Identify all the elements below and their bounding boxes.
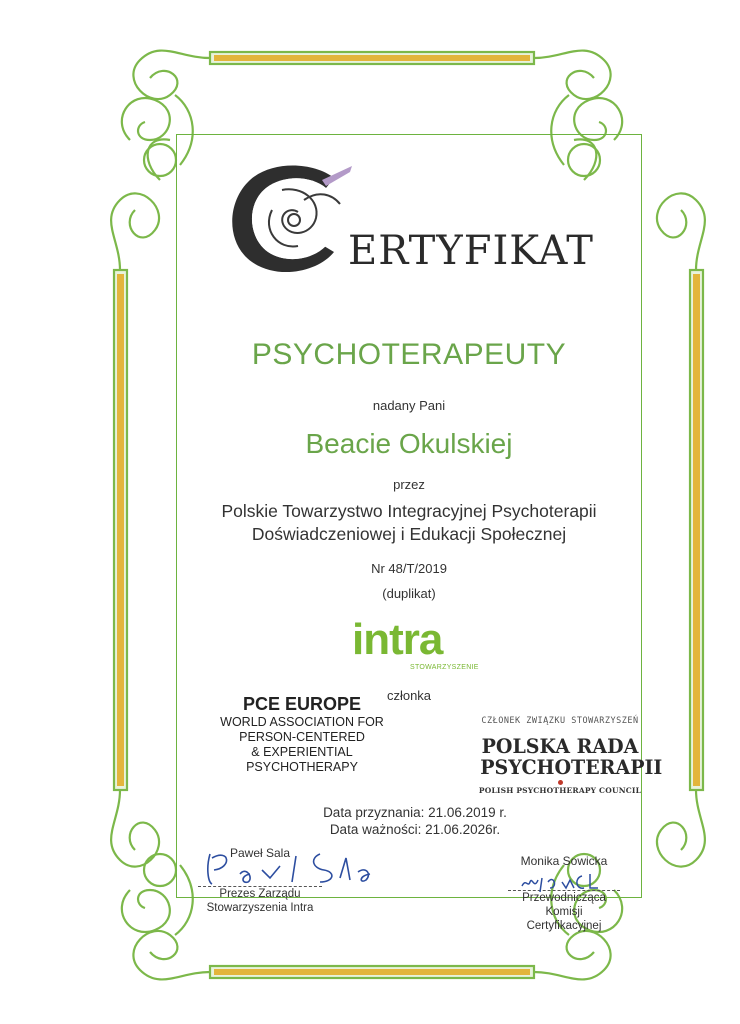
right-signer-role-1: Przewodnicząca (522, 892, 606, 904)
dates-block (300, 804, 530, 838)
intra-logo-subtitle: STOWARZYSZENIE (410, 664, 479, 671)
left-signature-block (198, 846, 322, 915)
issuer-line-1: Polskie Towarzystwo Integracyjnej Psychoterapii (221, 501, 597, 521)
right-signature-block (508, 854, 620, 933)
pce-line-3: & EXPERIENTIAL PSYCHOTHERAPY (246, 745, 358, 774)
recipient-name: Beacie Okulskiej (305, 428, 513, 459)
prp-main-line-1: POLSKA RADA (481, 734, 639, 758)
intra-logo (352, 615, 482, 674)
certificate-number: Nr 48/T/2019 (371, 561, 447, 576)
certificate-title: ERTYFIKAT (348, 228, 594, 274)
pce-line-1: WORLD ASSOCIATION FOR (220, 715, 384, 729)
right-handwritten-signature (518, 868, 608, 894)
member-label: członka (386, 688, 432, 703)
duplicate-note: (duplikat) (382, 586, 436, 601)
prp-top-text: CZŁONEK ZWIĄZKU STOWARZYSZEŃ (481, 716, 639, 726)
pce-line-2: PERSON-CENTERED (239, 730, 365, 744)
right-signer-name: Monika Sowicka (520, 854, 608, 868)
issuer-line-2: Doświadczeniowej i Edukacji Społecznej (251, 524, 567, 544)
left-signer-role-1: Prezes Zarządu (219, 888, 301, 900)
prp-bottom-text: POLISH PSYCHOTHERAPY COUNCIL (478, 786, 642, 795)
pce-europe-logo (198, 694, 406, 775)
pce-title: PCE EUROPE (242, 694, 362, 714)
right-signer-role-2: Komisji Certyfikacyjnej (526, 906, 602, 932)
ornate-initial-c-icon (222, 160, 356, 276)
left-handwritten-signature (200, 848, 380, 888)
date-valid: Data ważności: 21.06.2026r. (329, 822, 501, 837)
polska-rada-logo (476, 716, 663, 795)
red-dot-icon (558, 780, 563, 785)
left-signer-name: Paweł Sala (229, 846, 291, 860)
prp-main-line-2: PSYCHOTERAPII (480, 755, 663, 779)
certificate-heading: PSYCHOTERAPEUTY (251, 338, 567, 371)
by-label: przez (393, 477, 425, 492)
left-signer-role-2: Stowarzyszenia Intra (206, 902, 314, 914)
granted-to-label: nadany Pani (372, 398, 446, 413)
intra-logo-text: intra (352, 615, 443, 664)
issuer-name (176, 500, 642, 546)
date-granted: Data przyznania: 21.06.2019 r. (323, 805, 507, 820)
